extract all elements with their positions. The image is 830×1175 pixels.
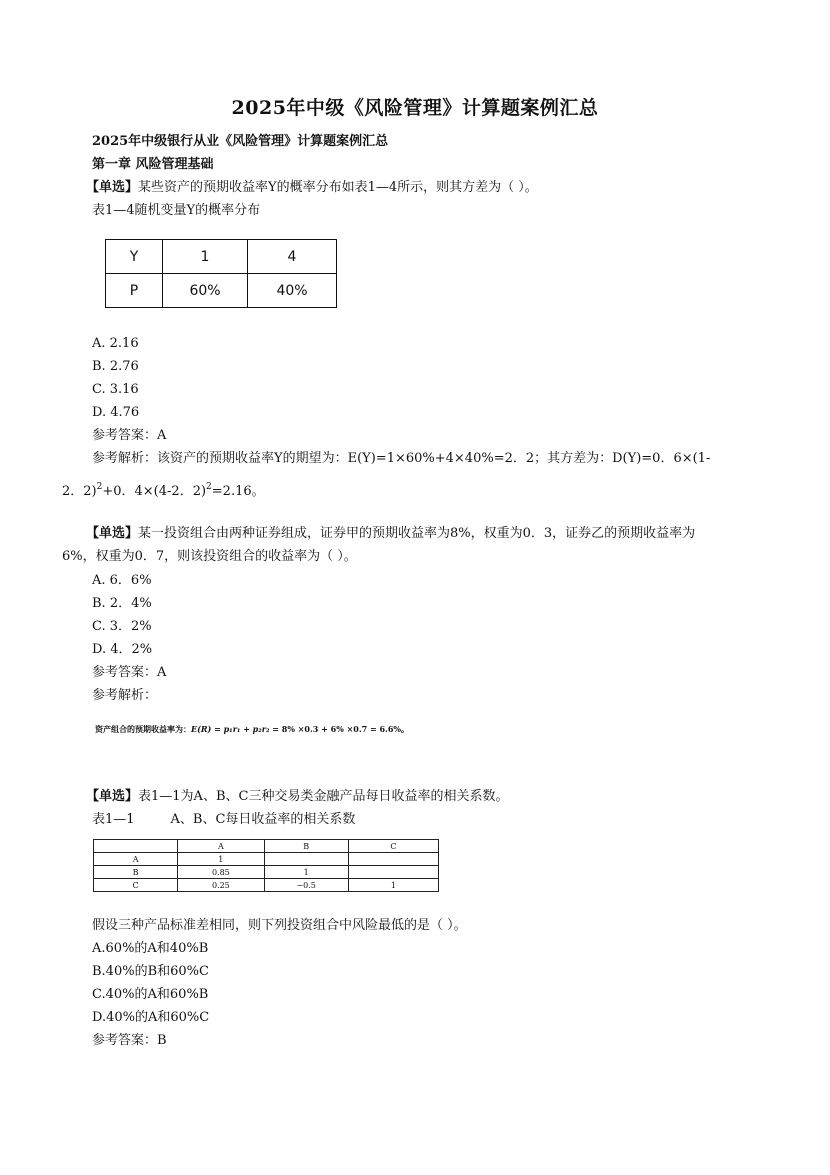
table-cell: P bbox=[106, 274, 163, 308]
q2-option-d: D. 4．2% bbox=[92, 642, 153, 657]
q1-option-a: A. 2.16 bbox=[92, 336, 139, 351]
q2-answer: 参考答案：A bbox=[92, 665, 167, 680]
table-cell: A bbox=[94, 853, 178, 866]
table-cell: A bbox=[178, 840, 264, 853]
table-row bbox=[94, 866, 439, 879]
q3-stem-text: 表1—1为A、B、C三种交易类金融产品每日收益率的相关系数。 bbox=[138, 789, 509, 804]
q2-formula-expr: E(R) = p₁r₁ + p₂r₂ bbox=[191, 724, 270, 734]
q3-tag: 【单选】 bbox=[86, 789, 139, 804]
table-cell: B bbox=[94, 866, 178, 879]
q1-analysis-line1: 参考解析：该资产的预期收益率Y的期望为：E(Y)=1×60%+4×40%=2．2；其方差为：D(Y)=0．6×(1- bbox=[92, 451, 711, 466]
q3-caption-text: A、B、C每日收益率的相关系数 bbox=[170, 812, 356, 827]
table-header-row bbox=[94, 840, 439, 853]
q2-stem-text: 某一投资组合由两种证券组成，证券甲的预期收益率为8%，权重为0．3，证券乙的预期收益率为 bbox=[138, 526, 696, 541]
document-title: 2025年中级《风险管理》计算题案例汇总 bbox=[231, 97, 599, 119]
table-cell: B bbox=[264, 840, 348, 853]
q3-table-caption bbox=[92, 811, 355, 829]
q2-analysis: 参考解析： bbox=[92, 688, 158, 703]
q3-caption-number: 表1—1 bbox=[92, 812, 135, 827]
table-cell: −0.5 bbox=[264, 879, 348, 892]
q1-analysis-part-a: 2．2) bbox=[62, 484, 97, 499]
chapter-heading: 第一章 风险管理基础 bbox=[92, 157, 214, 172]
table-row bbox=[106, 274, 337, 308]
table-cell: 0.85 bbox=[178, 866, 264, 879]
table-cell: 1 bbox=[163, 240, 248, 274]
table-cell: 40% bbox=[248, 274, 337, 308]
document-subtitle: 2025年中级银行从业《风险管理》计算题案例汇总 bbox=[92, 134, 389, 149]
q3-question: 假设三种产品标准差相同，则下列投资组合中风险最低的是（ ）。 bbox=[92, 918, 467, 933]
q2-option-a: A. 6．6% bbox=[92, 573, 152, 588]
q1-option-c: C. 3.16 bbox=[92, 382, 139, 397]
table-cell: C bbox=[94, 879, 178, 892]
q1-table-caption: 表1—4随机变量Y的概率分布 bbox=[92, 203, 261, 218]
q1-analysis-part-c: =2.16。 bbox=[211, 484, 265, 499]
table-row bbox=[94, 879, 439, 892]
table-cell: C bbox=[348, 840, 438, 853]
q1-analysis-sup2: 2 bbox=[206, 482, 212, 492]
table-cell: 4 bbox=[248, 240, 337, 274]
q2-stem-line1 bbox=[86, 525, 695, 543]
q1-stem bbox=[86, 179, 538, 197]
table-cell: 60% bbox=[163, 274, 248, 308]
table-cell: 1 bbox=[178, 853, 264, 866]
table-row bbox=[106, 240, 337, 274]
table-cell: 0.25 bbox=[178, 879, 264, 892]
q2-formula bbox=[95, 724, 409, 735]
table-row bbox=[94, 853, 439, 866]
q3-stem bbox=[86, 788, 508, 806]
q3-option-c: C.40%的A和60%B bbox=[92, 987, 209, 1002]
table-cell: 1 bbox=[348, 879, 438, 892]
q1-option-b: B. 2.76 bbox=[92, 359, 139, 374]
q3-option-a: A.60%的A和40%B bbox=[92, 941, 209, 956]
q2-option-b: B. 2．4% bbox=[92, 596, 152, 611]
table-cell bbox=[264, 853, 348, 866]
q1-option-d: D. 4.76 bbox=[92, 405, 140, 420]
q3-correlation-table bbox=[93, 839, 439, 892]
table-cell: Y bbox=[106, 240, 163, 274]
q1-stem-text: 某些资产的预期收益率Y的概率分布如表1—4所示，则其方差为（ ）。 bbox=[138, 180, 538, 195]
table-cell: 1 bbox=[264, 866, 348, 879]
q1-analysis-sup1: 2 bbox=[96, 482, 103, 492]
q2-option-c: C. 3．2% bbox=[92, 619, 152, 634]
q2-tag: 【单选】 bbox=[86, 526, 139, 541]
q1-analysis-line2 bbox=[62, 478, 265, 501]
table-cell bbox=[348, 866, 438, 879]
q1-tag: 【单选】 bbox=[86, 180, 139, 195]
q3-option-b: B.40%的B和60%C bbox=[92, 964, 209, 979]
q3-option-d: D.40%的A和60%C bbox=[92, 1010, 210, 1025]
q1-analysis-part-b: +0．4×(4-2．2) bbox=[102, 484, 207, 499]
q3-answer: 参考答案：B bbox=[92, 1033, 167, 1048]
table-cell bbox=[94, 840, 178, 853]
q2-formula-rest: = 8% ×0.3 + 6% ×0.7 = 6.6%。 bbox=[269, 724, 409, 734]
q2-stem-line2: 6%，权重为0．7，则该投资组合的收益率为（ ）。 bbox=[62, 549, 357, 564]
table-cell bbox=[348, 853, 438, 866]
q2-formula-prefix: 资产组合的预期收益率为： bbox=[95, 724, 191, 734]
q1-answer: 参考答案：A bbox=[92, 428, 167, 443]
q1-probability-table bbox=[105, 239, 337, 308]
